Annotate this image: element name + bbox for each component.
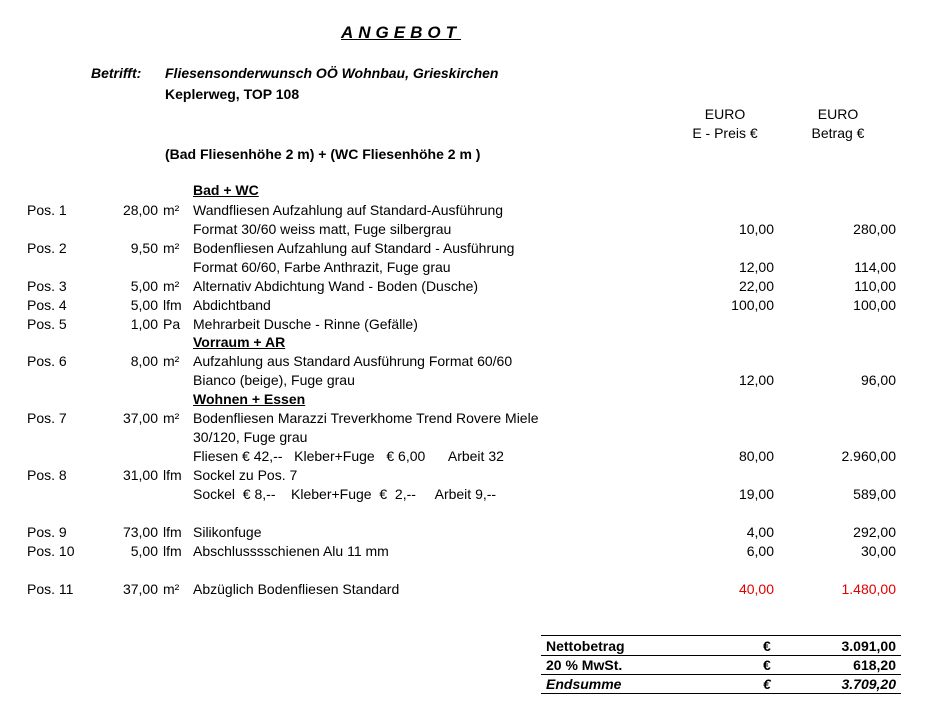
- mwst-label: 20 % MwSt.: [546, 657, 623, 673]
- unit-price: 4,00: [746, 524, 774, 540]
- subtitle: (Bad Fliesenhöhe 2 m) + (WC Fliesenhöhe 2 m ): [165, 146, 481, 162]
- position-number: Pos. 1: [27, 202, 67, 218]
- endsumme-currency: €: [763, 676, 771, 692]
- betrifft-label: Betrifft:: [91, 65, 142, 81]
- position-number: Pos. 3: [27, 278, 67, 294]
- betrifft-line-2: Keplerweg, TOP 108: [165, 86, 300, 102]
- section-heading-bad-wc: Bad + WC: [193, 182, 259, 198]
- unit-price: 6,00: [746, 543, 774, 559]
- unit: m²: [163, 240, 180, 256]
- description: 30/120, Fuge grau: [193, 429, 308, 445]
- amount: 110,00: [854, 278, 896, 294]
- quantity: 8,00: [130, 353, 158, 369]
- unit-price: 12,00: [738, 259, 774, 275]
- amount: 2.960,00: [841, 448, 896, 464]
- description: Alternativ Abdichtung Wand - Boden (Dusche): [193, 278, 479, 294]
- description: Mehrarbeit Dusche - Rinne (Gefälle): [193, 316, 418, 332]
- description: Aufzahlung aus Standard Ausführung Format 60/60: [193, 353, 513, 369]
- unit: m²: [163, 410, 180, 426]
- position-number: Pos. 10: [27, 543, 75, 559]
- endsumme-value: 3.709,20: [841, 676, 896, 692]
- mwst-value: 618,20: [853, 657, 896, 673]
- unit: m²: [163, 278, 180, 294]
- description: Bodenfliesen Aufzahlung auf Standard - Ausführung: [193, 240, 515, 256]
- quantity: 31,00: [122, 467, 158, 483]
- betrifft-line-1: Fliesensonderwunsch OÖ Wohnbau, Grieskirchen: [165, 65, 499, 81]
- unit: m²: [163, 202, 180, 218]
- position-number: Pos. 6: [27, 353, 67, 369]
- betrag-label-header: Betrag €: [811, 125, 865, 141]
- netto-value: 3.091,00: [841, 638, 896, 654]
- description: Sockel zu Pos. 7: [193, 467, 298, 483]
- position-number: Pos. 9: [27, 524, 67, 540]
- mwst-currency: €: [763, 657, 771, 673]
- amount: 280,00: [853, 221, 896, 237]
- position-number: Pos. 7: [27, 410, 67, 426]
- netto-currency: €: [763, 638, 771, 654]
- quantity: 37,00: [122, 581, 158, 597]
- endsumme-label: Endsumme: [546, 676, 622, 692]
- netto-label: Nettobetrag: [546, 638, 625, 654]
- amount: 292,00: [853, 524, 896, 540]
- unit: lfm: [163, 467, 182, 483]
- description: Format 60/60, Farbe Anthrazit, Fuge grau: [193, 259, 451, 275]
- unit: lfm: [163, 297, 182, 313]
- unit: lfm: [163, 543, 182, 559]
- betrag-currency-header: EURO: [817, 106, 859, 122]
- description: Wandfliesen Aufzahlung auf Standard-Ausführung: [193, 202, 504, 218]
- quantity: 73,00: [122, 524, 158, 540]
- unit: m²: [163, 353, 180, 369]
- unit-price: 10,00: [738, 221, 774, 237]
- unit: Pa: [163, 316, 181, 332]
- quantity: 1,00: [130, 316, 158, 332]
- document-title: ANGEBOT: [341, 23, 461, 42]
- description: Fliesen € 42,-- Kleber+Fuge € 6,00 Arbeit 32: [193, 448, 504, 464]
- section-heading-vorraum: Vorraum + AR: [193, 334, 286, 350]
- description: Sockel € 8,-- Kleber+Fuge € 2,-- Arbeit 9,--: [193, 486, 497, 502]
- description: Bianco (beige), Fuge grau: [193, 372, 355, 388]
- description: Bodenfliesen Marazzi Treverkhome Trend Rovere Miele: [193, 410, 539, 426]
- amount-deduction: 1.480,00: [841, 581, 896, 597]
- quantity: 9,50: [130, 240, 158, 256]
- position-number: Pos. 8: [27, 467, 67, 483]
- totals-divider: [541, 655, 901, 656]
- totals-bottom-border: [541, 693, 901, 694]
- quantity: 5,00: [130, 543, 158, 559]
- unit: lfm: [163, 524, 182, 540]
- unit-price: 100,00: [731, 297, 774, 313]
- amount: 589,00: [853, 486, 896, 502]
- quantity: 28,00: [122, 202, 158, 218]
- quantity: 5,00: [130, 297, 158, 313]
- description: Format 30/60 weiss matt, Fuge silbergrau: [193, 221, 452, 237]
- quantity: 37,00: [122, 410, 158, 426]
- totals-top-border: [541, 635, 901, 636]
- description: Abdichtband: [193, 297, 271, 313]
- description: Abzüglich Bodenfliesen Standard: [193, 581, 400, 597]
- description: Abschlusssschienen Alu 11 mm: [193, 543, 389, 559]
- amount: 96,00: [860, 372, 896, 388]
- position-number: Pos. 4: [27, 297, 67, 313]
- unit-price: 12,00: [738, 372, 774, 388]
- section-heading-wohnen: Wohnen + Essen: [193, 391, 306, 407]
- position-number: Pos. 5: [27, 316, 67, 332]
- ep-label-header: E - Preis €: [692, 125, 758, 141]
- amount: 30,00: [860, 543, 896, 559]
- unit-price-deduction: 40,00: [738, 581, 774, 597]
- totals-divider: [541, 674, 901, 675]
- ep-currency-header: EURO: [704, 106, 746, 122]
- amount: 114,00: [854, 259, 896, 275]
- amount: 100,00: [853, 297, 896, 313]
- unit-price: 19,00: [738, 486, 774, 502]
- description: Silikonfuge: [193, 524, 262, 540]
- unit: m²: [163, 581, 180, 597]
- position-number: Pos. 11: [27, 581, 74, 597]
- quantity: 5,00: [130, 278, 158, 294]
- unit-price: 80,00: [738, 448, 774, 464]
- unit-price: 22,00: [738, 278, 774, 294]
- position-number: Pos. 2: [27, 240, 67, 256]
